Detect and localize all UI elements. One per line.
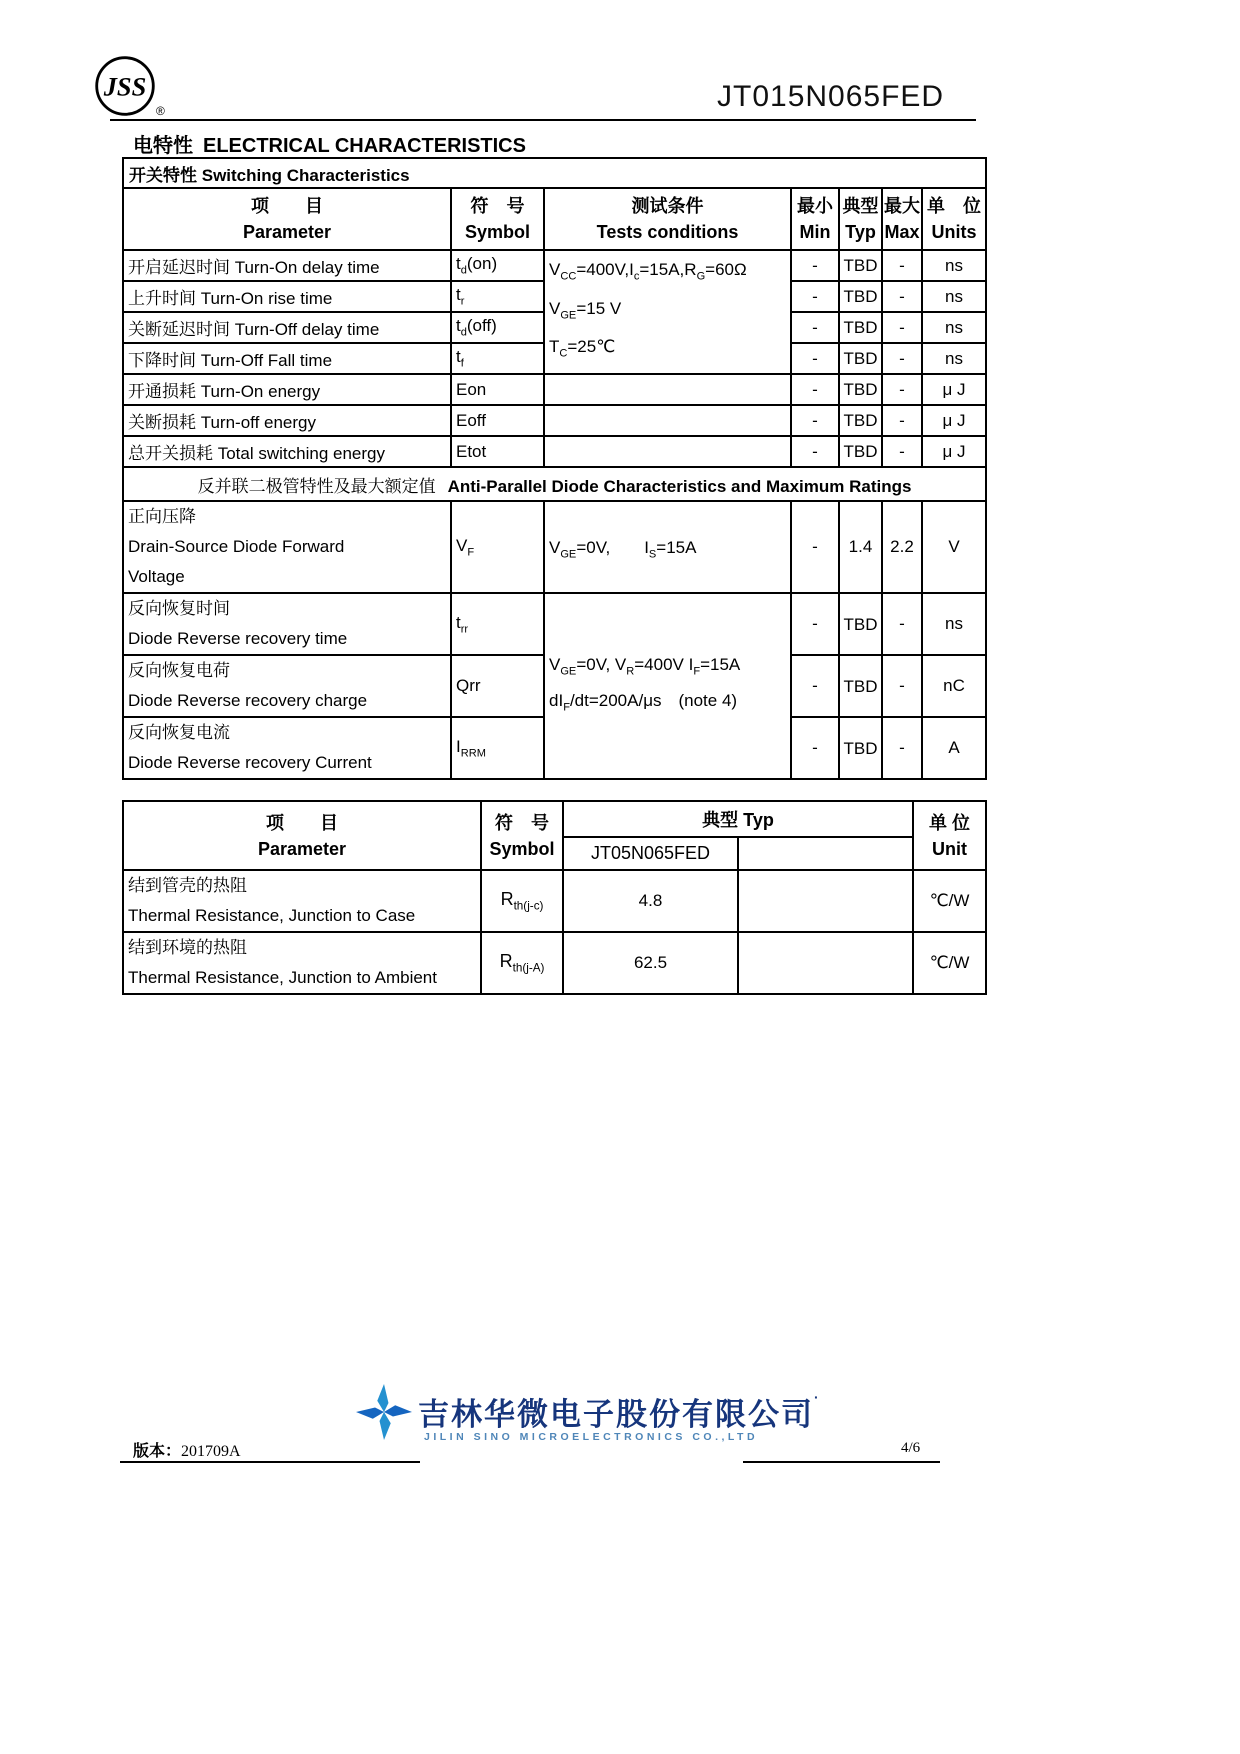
- switching-characteristics-table: [122, 157, 987, 780]
- footer-logo-star-icon: [356, 1384, 412, 1440]
- param-line: Drain-Source Diode Forward: [128, 537, 345, 556]
- column-header-conditions: [544, 188, 791, 250]
- typ-cell: 1.4: [839, 501, 882, 593]
- table1-caption-zh: 开关特性: [129, 165, 197, 185]
- symbol-cell: $t_r$: [451, 281, 544, 312]
- table-caption-row: [123, 158, 986, 188]
- header-cond-en: Tests conditions: [596, 222, 739, 242]
- typ-value-cell: 4.8: [563, 870, 738, 932]
- condition-line: $dI_F/dt=200A/\mu s$ (note 4): [549, 691, 738, 714]
- header-units-zh: 单 位: [927, 196, 982, 216]
- table-row: [123, 250, 986, 281]
- footer-logo: [356, 1384, 412, 1440]
- param-cell: 上升时间 Turn-On rise time: [123, 281, 451, 312]
- header-symbol-en: Symbol: [464, 222, 530, 242]
- column-header-symbol: [451, 188, 544, 250]
- column-header-max: [882, 188, 922, 250]
- footer-rule-left: [120, 1461, 420, 1463]
- param-line: 结到管壳的热阻: [128, 876, 247, 895]
- table-row: [123, 593, 986, 655]
- symbol-cell: $t_d(on)$: [451, 250, 544, 281]
- logo-text: JSS: [103, 71, 147, 102]
- header-param-zh: 项 目: [251, 196, 323, 216]
- header-typ-en: Typ: [845, 222, 876, 242]
- table-row: [123, 405, 986, 436]
- header-unit-zh: 单 位: [929, 812, 971, 833]
- param-line: Thermal Resistance, Junction to Case: [128, 906, 416, 925]
- unit-cell: ns: [922, 593, 986, 655]
- symbol-cell: $t_{rr}$: [451, 593, 544, 655]
- min-cell: -: [791, 717, 839, 779]
- header-min-en: Min: [799, 222, 831, 242]
- param-line: 反向恢复时间: [128, 599, 230, 618]
- diode-caption-en: Anti-Parallel Diode Characteristics and Maximum Ratings: [447, 476, 912, 496]
- symbol-cell: $R_{th(j-A)}$: [481, 932, 563, 994]
- min-cell: -: [791, 436, 839, 467]
- max-cell: -: [882, 593, 922, 655]
- version-label: 版本：: [133, 1443, 182, 1460]
- unit-cell: ℃/W: [913, 932, 986, 994]
- page-number: 4/6: [901, 1440, 921, 1456]
- symbol-cell: $I_{RRM}$: [451, 717, 544, 779]
- typ-cell: TBD: [839, 405, 882, 436]
- typ-cell: TBD: [839, 436, 882, 467]
- header-symbol-zh: 符 号: [470, 196, 525, 216]
- condition-line: $V_{GE}=15$ V: [549, 298, 622, 322]
- section-heading-en: ELECTRICAL CHARACTERISTICS: [203, 135, 526, 157]
- conditions-cell: [544, 593, 791, 779]
- min-cell: -: [791, 655, 839, 717]
- typ-cell: TBD: [839, 281, 882, 312]
- header-max-en: Max: [884, 222, 920, 242]
- typ-cell: TBD: [839, 717, 882, 779]
- header-rule: [110, 119, 976, 121]
- column-header-row: [123, 188, 986, 250]
- symbol-cell: $t_d(off)$: [451, 312, 544, 343]
- typ-cell: TBD: [839, 374, 882, 405]
- unit-cell: ns: [922, 250, 986, 281]
- symbol-cell: $R_{th(j-c)}$: [481, 870, 563, 932]
- column-header-min: [791, 188, 839, 250]
- param-line: Diode Reverse recovery charge: [128, 691, 368, 710]
- company-name: [418, 1389, 821, 1434]
- column-header-typ: [839, 188, 882, 250]
- version-line: [133, 1438, 241, 1461]
- max-cell: -: [882, 436, 922, 467]
- company-name-zh: 吉林华微电子股份有限公司: [418, 1397, 814, 1432]
- symbol-cell: Eon: [451, 374, 544, 405]
- header-param-en: Parameter: [257, 838, 347, 859]
- header-logo: [92, 53, 158, 119]
- param-line: Thermal Resistance, Junction to Ambient: [128, 968, 437, 987]
- section-heading: [133, 129, 526, 158]
- part-number: JT015N065FED: [717, 80, 945, 113]
- header-min-zh: 最小: [797, 196, 833, 216]
- conditions-cell: [544, 250, 791, 374]
- param-cell: 关断损耗 Turn-off energy: [123, 405, 451, 436]
- conditions-cell: [544, 374, 791, 405]
- diode-caption-zh: 反并联二极管特性及最大额定值: [197, 476, 436, 496]
- column-header-parameter: [123, 801, 481, 870]
- header-param-en: Parameter: [242, 222, 332, 242]
- header-symbol-en: Symbol: [489, 838, 555, 859]
- column-header-unit: [913, 801, 986, 870]
- param-cell: [123, 501, 451, 593]
- table1-caption: [123, 158, 986, 188]
- max-cell: -: [882, 343, 922, 374]
- symbol-cell: $V_F$: [451, 501, 544, 593]
- unit-cell: ns: [922, 312, 986, 343]
- condition-line: $T_C=25℃$: [549, 337, 616, 360]
- max-cell: -: [882, 374, 922, 405]
- typ-cell: TBD: [839, 593, 882, 655]
- conditions-cell: $V_{GE}=0V$, $I_S=15A$: [544, 501, 791, 593]
- symbol-cell: Eoff: [451, 405, 544, 436]
- unit-cell: nC: [922, 655, 986, 717]
- param-cell: [123, 932, 481, 994]
- column-header-typ: 典型 Typ: [563, 801, 913, 837]
- param-line: Voltage: [128, 567, 185, 586]
- column-header-parameter: [123, 188, 451, 250]
- typ-cell: TBD: [839, 312, 882, 343]
- typ-value-cell-2: [738, 932, 913, 994]
- table-row: [123, 436, 986, 467]
- conditions-cell: [544, 405, 791, 436]
- company-name-mark: ·: [814, 1389, 821, 1405]
- thermal-resistance-table: [122, 800, 987, 995]
- unit-cell: ns: [922, 343, 986, 374]
- condition-line: $V_{CC}=400V,I_c=15A,R_G=60\Omega$: [549, 260, 747, 283]
- company-name-en: JILIN SINO MICROELECTRONICS CO.,LTD: [424, 1431, 759, 1443]
- min-cell: -: [791, 312, 839, 343]
- max-cell: -: [882, 717, 922, 779]
- unit-cell: μ J: [922, 405, 986, 436]
- typ-value-cell-2: [738, 870, 913, 932]
- typ-value-cell: 62.5: [563, 932, 738, 994]
- device-name-cell: JT05N065FED: [563, 837, 738, 870]
- max-cell: 2.2: [882, 501, 922, 593]
- column-header-symbol: [481, 801, 563, 870]
- max-cell: -: [882, 405, 922, 436]
- unit-cell: V: [922, 501, 986, 593]
- column-header-row: [123, 801, 986, 837]
- min-cell: -: [791, 374, 839, 405]
- unit-cell: μ J: [922, 374, 986, 405]
- unit-cell: ℃/W: [913, 870, 986, 932]
- typ-cell: TBD: [839, 250, 882, 281]
- max-cell: -: [882, 655, 922, 717]
- condition-line: $V_{GE}=0V$, $V_R=400V$ $I_F=15A$: [549, 654, 741, 677]
- param-cell: 关断延迟时间 Turn-Off delay time: [123, 312, 451, 343]
- table-row: [123, 870, 986, 932]
- header-typ-zh: 典型: [842, 196, 879, 216]
- header-max-zh: 最大: [884, 196, 920, 216]
- table-row: [123, 501, 986, 593]
- diode-section-caption-row: [123, 467, 986, 501]
- unit-cell: A: [922, 717, 986, 779]
- table-row: [123, 374, 986, 405]
- unit-cell: ns: [922, 281, 986, 312]
- device-name-cell-empty: [738, 837, 913, 870]
- min-cell: -: [791, 405, 839, 436]
- table1-caption-en: Switching Characteristics: [201, 165, 410, 185]
- param-cell: 下降时间 Turn-Off Fall time: [123, 343, 451, 374]
- param-line: Diode Reverse recovery Current: [128, 753, 372, 772]
- logo-circle-icon: [92, 53, 158, 119]
- param-cell: 开通损耗 Turn-On energy: [123, 374, 451, 405]
- header-unit-en: Unit: [932, 838, 968, 859]
- typ-cell: TBD: [839, 655, 882, 717]
- min-cell: -: [791, 593, 839, 655]
- conditions-cell: [544, 436, 791, 467]
- logo-registered-mark: ®: [156, 104, 165, 118]
- symbol-cell: Qrr: [451, 655, 544, 717]
- column-header-units: [922, 188, 986, 250]
- header-cond-zh: 测试条件: [631, 196, 704, 216]
- param-cell: [123, 717, 451, 779]
- param-line: 反向恢复电荷: [128, 661, 230, 680]
- param-cell: 开启延迟时间 Turn-On delay time: [123, 250, 451, 281]
- symbol-cell: Etot: [451, 436, 544, 467]
- param-cell: [123, 870, 481, 932]
- typ-cell: TBD: [839, 343, 882, 374]
- header-param-zh: 项 目: [266, 812, 338, 833]
- section-heading-zh: 电特性: [133, 135, 193, 157]
- param-line: 结到环境的热阻: [128, 938, 247, 957]
- max-cell: -: [882, 250, 922, 281]
- table-row: [123, 932, 986, 994]
- unit-cell: μ J: [922, 436, 986, 467]
- header-symbol-zh: 符 号: [495, 812, 549, 833]
- param-cell: [123, 655, 451, 717]
- param-cell: [123, 593, 451, 655]
- min-cell: -: [791, 501, 839, 593]
- version-value: 201709A: [181, 1443, 241, 1460]
- min-cell: -: [791, 281, 839, 312]
- max-cell: -: [882, 312, 922, 343]
- max-cell: -: [882, 281, 922, 312]
- footer-rule-right: [743, 1461, 940, 1463]
- param-cell: 总开关损耗 Total switching energy: [123, 436, 451, 467]
- header-units-en: Units: [931, 222, 977, 242]
- symbol-cell: $t_f$: [451, 343, 544, 374]
- diode-section-caption: [123, 467, 986, 501]
- min-cell: -: [791, 343, 839, 374]
- param-line: Diode Reverse recovery time: [128, 629, 348, 648]
- param-line: 反向恢复电流: [128, 723, 230, 742]
- min-cell: -: [791, 250, 839, 281]
- param-line: 正向压降: [128, 507, 196, 526]
